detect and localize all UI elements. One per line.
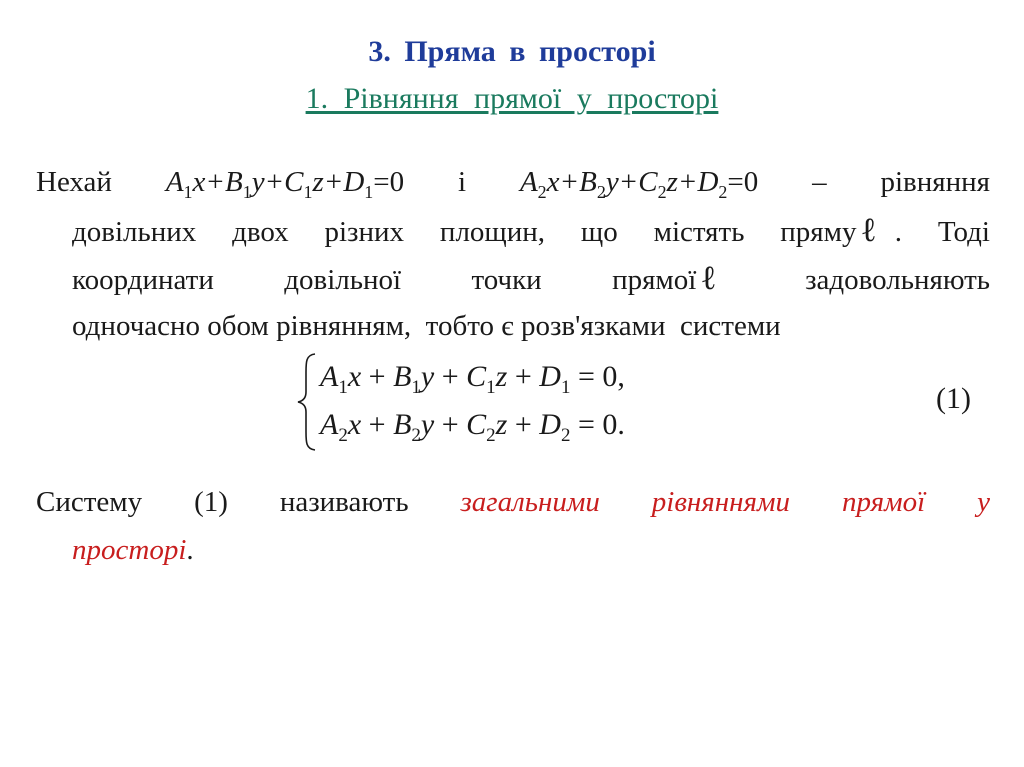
dash: – [812, 166, 827, 198]
word: Тоді [937, 216, 990, 248]
intro-line-3 [36, 254, 990, 302]
word-text: прямої [612, 264, 697, 296]
word: різних [324, 216, 405, 248]
word: Нехай [36, 166, 112, 198]
curly-brace-icon [296, 352, 318, 452]
word: містять [653, 216, 745, 248]
emphasis-word: загальними [460, 486, 600, 518]
period: . [894, 216, 903, 248]
emphasis-word: рівняннями [651, 486, 791, 518]
word: координати [72, 264, 214, 296]
word: (1) [194, 486, 228, 518]
equation-number: (1) [936, 382, 971, 415]
plane-equation-1: $A_1x+B_1y+C_1z+D_1=0$ [165, 166, 405, 202]
period: . [186, 534, 194, 566]
line-symbol: ℓ [860, 210, 877, 250]
word: площин, [439, 216, 546, 248]
slide-title: 3. Пряма в просторі [368, 35, 656, 68]
word: називають [279, 486, 409, 518]
plane-equation-2: $A_2x+B_2y+C_2z+D_2=0$ [519, 166, 759, 202]
system-equation-1: $A_1x + B_1y + C_1z + D_1 = 0$, [320, 360, 625, 398]
word: Систему [36, 486, 143, 518]
word: рівняння [880, 166, 990, 198]
intro-line-1 [36, 158, 990, 206]
intro-line-2 [36, 206, 990, 254]
word [780, 206, 902, 256]
slide-subtitle [0, 78, 1024, 120]
slide-subtitle-text: 1. Рівняння прямої у просторі [305, 82, 719, 115]
conclusion-paragraph [36, 478, 990, 574]
word: задовольняють [805, 264, 990, 296]
system-equation-2: $A_2x + B_2y + C_2z + D_2 = 0$. [320, 408, 625, 446]
conclusion-line-2 [36, 526, 990, 574]
word: точки [471, 264, 542, 296]
word-text: пряму [780, 216, 857, 248]
word: і [458, 166, 467, 198]
emphasis-word: прямої [841, 486, 926, 518]
word: довільної [284, 264, 402, 296]
equation-system [296, 352, 736, 452]
emphasis-word: у [977, 486, 990, 518]
word: що [580, 216, 618, 248]
word: двох [232, 216, 289, 248]
intro-paragraph [36, 158, 990, 350]
line-symbol: ℓ [700, 258, 717, 298]
word [612, 254, 735, 304]
conclusion-line-1 [36, 478, 990, 526]
intro-line-4 [36, 302, 990, 350]
word: довільних [72, 216, 197, 248]
sentence: одночасно обом рівнянням, тобто є розв'язками системи [72, 310, 781, 342]
emphasis-word: просторі [72, 534, 187, 566]
